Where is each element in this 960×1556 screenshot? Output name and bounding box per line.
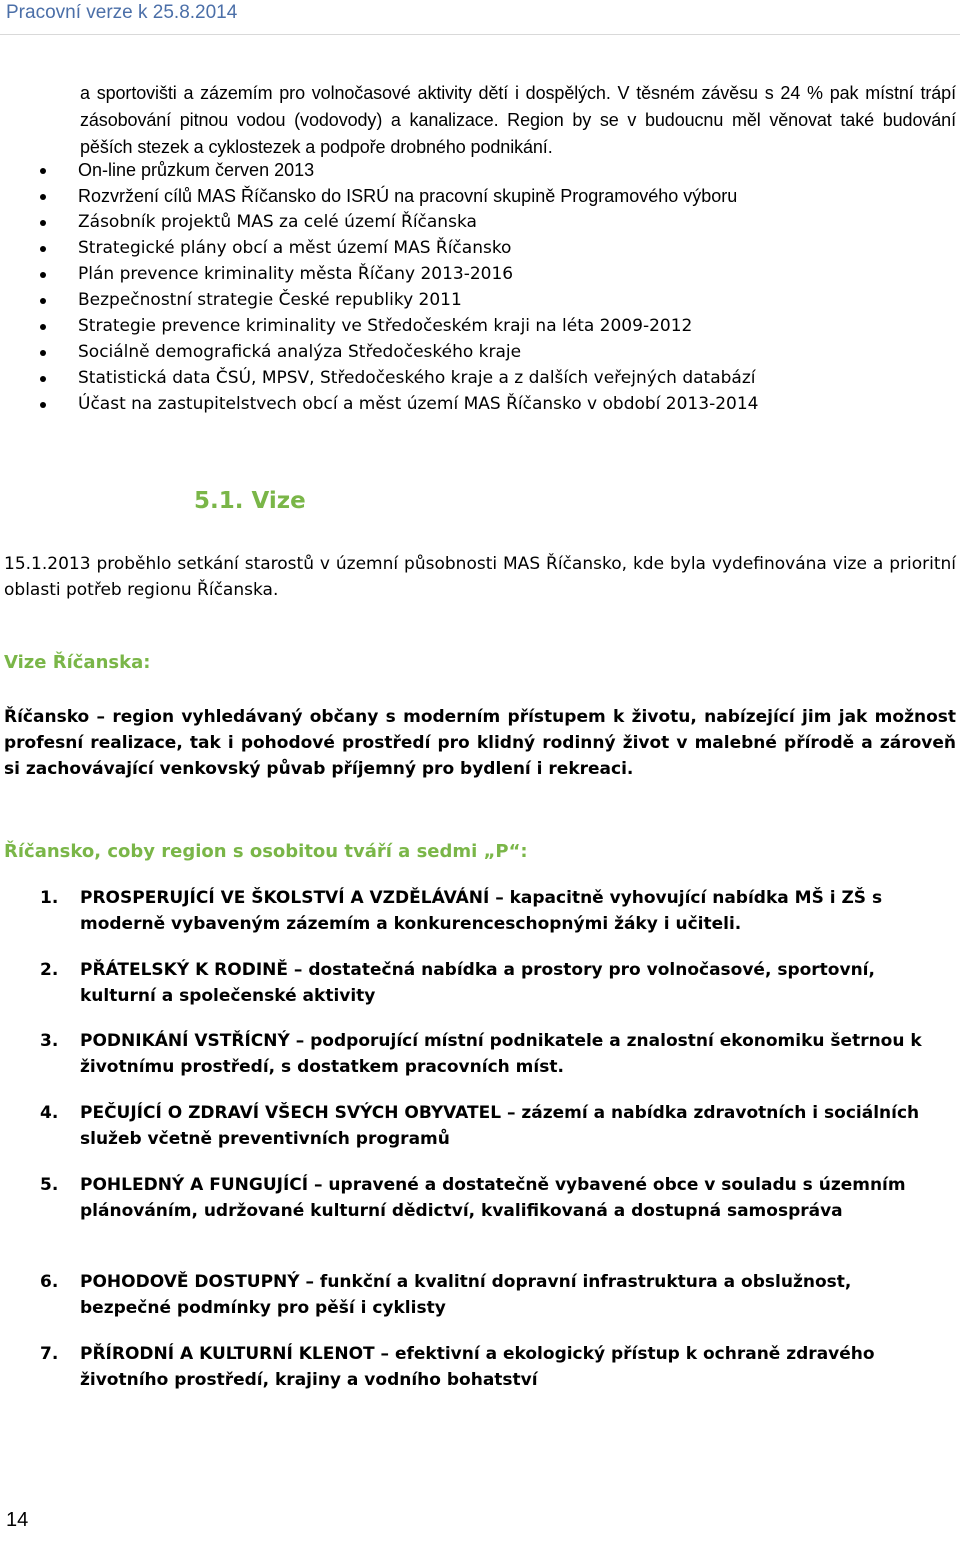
bullet-icon xyxy=(40,168,46,174)
vision-intro-paragraph: 15.1.2013 proběhlo setkání starostů v územní působnosti MAS Říčansko, kde byla vydefinována vize a prioritní oblasti potřeb regionu Říčanska. xyxy=(4,554,956,600)
priority-number: 6. xyxy=(40,1272,59,1292)
page-number: 14 xyxy=(6,1509,29,1531)
priority-text: POHODOVĚ DOSTUPNÝ – funkční a kvalitní dopravní infrastruktura a obslužnost, bezpečné podmínky pro pěší i cyklisty xyxy=(80,1272,852,1318)
priority-text: PODNIKÁNÍ VSTŘÍCNÝ – podporující místní podnikatele a znalostní ekonomiku šetrnou k životnímu prostředí, s dostatkem pracovních míst. xyxy=(80,1031,922,1077)
priorities-title: Říčansko, coby region s osobitou tváří a sedmi „P“: xyxy=(4,841,528,862)
list-item-text: Strategie prevence kriminality ve Středočeském kraji na léta 2009-2012 xyxy=(78,316,693,336)
page-header: Pracovní verze k 25.8.2014 xyxy=(6,2,238,23)
priority-number: 3. xyxy=(40,1031,59,1051)
list-item-text: Statistická data ČSÚ, MPSV, Středočeského kraje a z dalších veřejných databází xyxy=(78,368,756,388)
list-item-text: Plán prevence kriminality města Říčany 2013-2016 xyxy=(78,264,514,284)
priority-number: 7. xyxy=(40,1344,59,1364)
header-divider xyxy=(0,34,960,35)
priority-number: 5. xyxy=(40,1175,59,1195)
list-item-text: Účast na zastupitelstvech obcí a měst území MAS Říčansko v období 2013-2014 xyxy=(78,394,759,414)
bullet-icon xyxy=(40,246,46,252)
list-item-text: Sociálně demografická analýza Středočeského kraje xyxy=(78,342,522,362)
vision-title: Vize Říčanska: xyxy=(4,652,151,673)
priority-text: PŘÍRODNÍ A KULTURNÍ KLENOT – efektivní a ekologický přístup k ochraně zdravého životního prostředí, krajiny a vodního bohatství xyxy=(80,1344,875,1390)
priority-text: PŘÁTELSKÝ K RODINĚ – dostatečná nabídka a prostory pro volnočasové, sportovní, kulturní a společenské aktivity xyxy=(80,960,875,1006)
bullet-icon xyxy=(40,324,46,330)
bullet-icon xyxy=(40,376,46,382)
priority-number: 4. xyxy=(40,1103,59,1123)
vision-statement: Říčansko – region vyhledávaný občany s moderním přístupem k životu, nabízející jim jak možnost profesní realizace, tak i pohodové prostředí pro klidný rodinný život v malebné přírodě a zároveň si zachovávající venkovský půvab příjemný pro bydlení i rekreaci. xyxy=(4,707,956,779)
priority-text: PROSPERUJÍCÍ VE ŠKOLSTVÍ A VZDĚLÁVÁNÍ – kapacitně vyhovující nabídka MŠ i ZŠ s moderně vybaveným zázemím a konkurenceschopnými žáky i učiteli. xyxy=(80,888,883,934)
section-heading: 5.1. Vize xyxy=(194,488,306,514)
list-item-text: Strategické plány obcí a měst území MAS Říčansko xyxy=(78,238,512,258)
priority-text: POHLEDNÝ A FUNGUJÍCÍ – upravené a dostatečně vybavené obce v souladu s územním plánováním, udržované kulturní dědictví, kvalifikovaná a dostupná samospráva xyxy=(80,1175,906,1221)
bullet-icon xyxy=(40,272,46,278)
priority-number: 1. xyxy=(40,888,59,908)
priority-text: PEČUJÍCÍ O ZDRAVÍ VŠECH SVÝCH OBYVATEL – zázemí a nabídka zdravotních i sociálních služeb včetně preventivních programů xyxy=(80,1103,920,1149)
list-item-text: Bezpečnostní strategie České republiky 2011 xyxy=(78,290,462,310)
list-item-text: Zásobník projektů MAS za celé území Říčanska xyxy=(78,212,477,232)
bullet-icon xyxy=(40,350,46,356)
priority-number: 2. xyxy=(40,960,59,980)
bullet-icon xyxy=(40,298,46,304)
list-item-text: Rozvržení cílů MAS Říčansko do ISRÚ na pracovní skupině Programového výboru xyxy=(78,186,738,206)
intro-paragraph: a sportovišti a zázemím pro volnočasové aktivity dětí i dospělých. V těsném závěsu s 24 % pak místní trápí zásobování pitnou vodou (vodovody) a kanalizace. Region by se v budoucnu měl věnovat také budování pěších stezek a cyklostezek a podpoře drobného podnikání. xyxy=(80,83,956,157)
bullet-icon xyxy=(40,220,46,226)
bullet-icon xyxy=(40,194,46,200)
bullet-icon xyxy=(40,402,46,408)
list-item-text: On-line průzkum červen 2013 xyxy=(78,160,315,180)
